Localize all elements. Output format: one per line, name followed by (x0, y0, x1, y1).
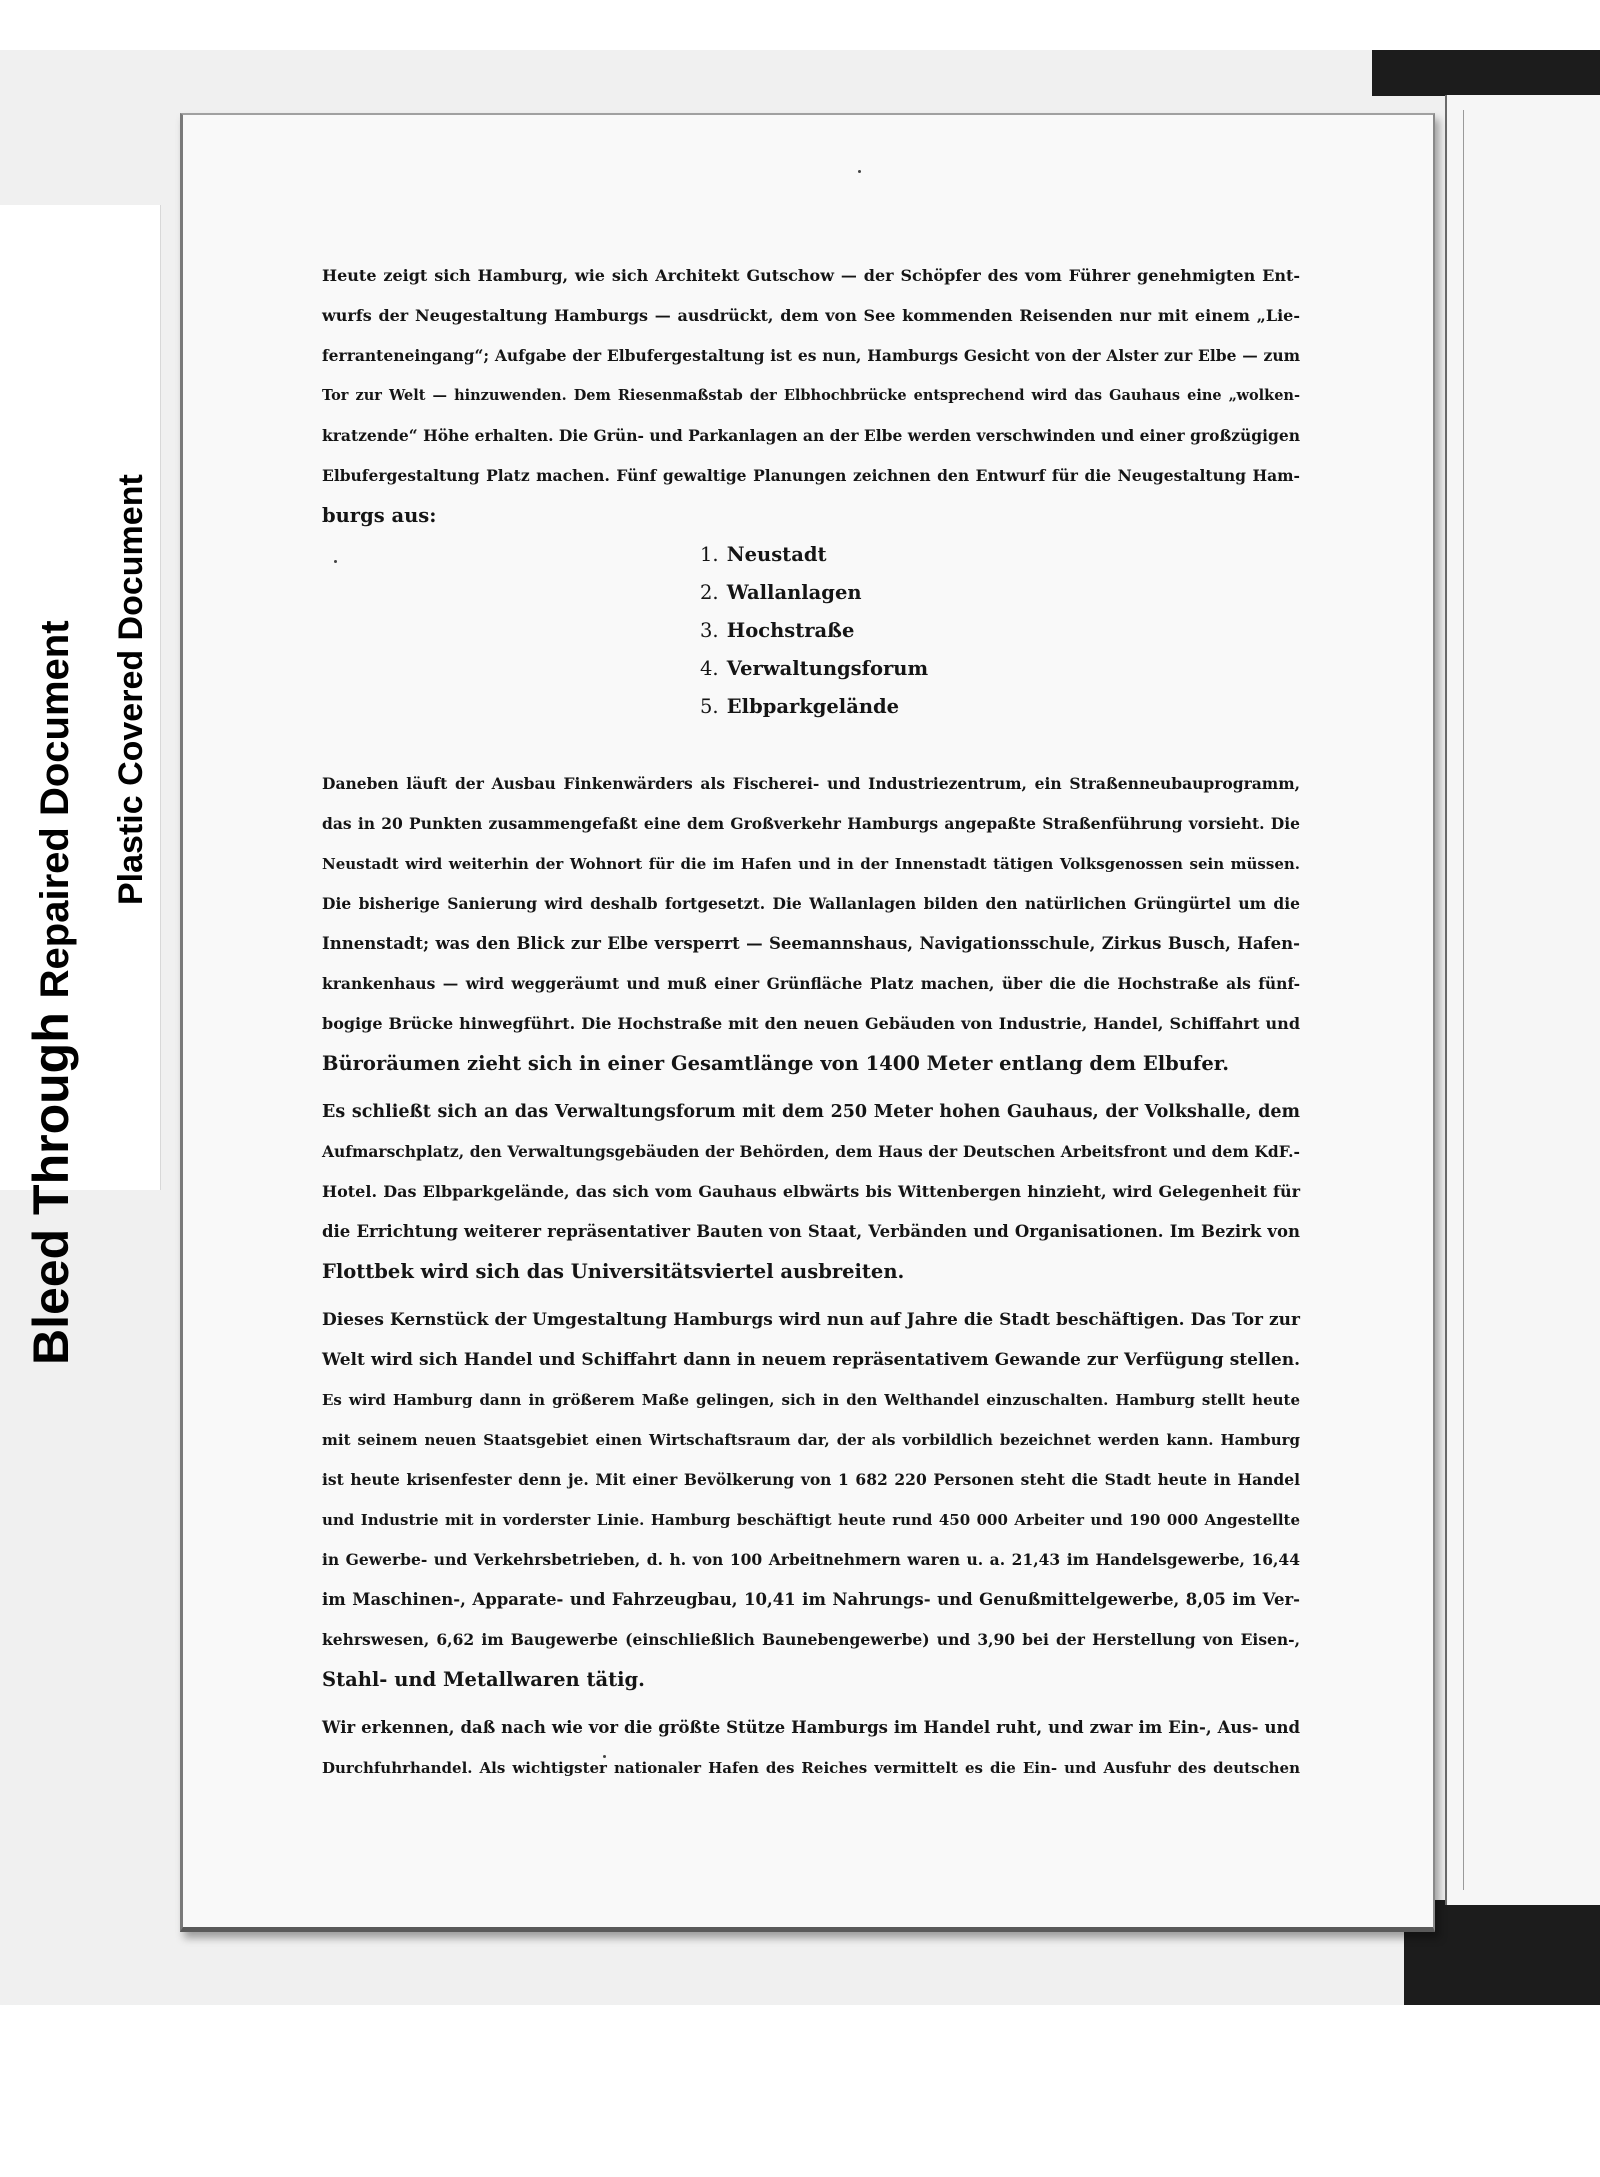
text-line: kehrswesen, 6,62 im Baugewerbe (einschließlich Baunebengewerbe) und 3,90 bei der Herstellung von Eisen-, (322, 1630, 1300, 1649)
paragraph-4 (322, 1300, 1300, 1700)
text-line: krankenhaus — wird weggeräumt und muß einer Grünfläche Platz machen, über die die Hochstraße als fünf- (322, 974, 1300, 993)
label-repaired-document: Repaired Document (33, 620, 77, 999)
text-line: Hotel. Das Elbparkgelände, das sich vom Gauhaus elbwärts bis Wittenbergen hinzieht, wird Gelegenheit für (322, 1182, 1300, 1201)
text-line: Wir erkennen, daß nach wie vor die größte Stütze Hamburgs im Handel ruht, und zwar im Ein-, Aus- und (322, 1718, 1300, 1737)
text-line: die Errichtung weiterer repräsentativer Bauten von Staat, Verbänden und Organisationen. Im Bezirk von (322, 1222, 1300, 1241)
list-item (700, 536, 1300, 574)
text-line: Dieses Kernstück der Umgestaltung Hamburgs wird nun auf Jahre die Stadt beschäftigen. Das Tor zur (322, 1310, 1300, 1330)
text-line: Stahl- und Metallwaren tätig. (322, 1668, 645, 1691)
text-line: Innenstadt; was den Blick zur Elbe versperrt — Seemannshaus, Navigationsschule, Zirkus Busch, Hafen- (322, 934, 1300, 953)
text-line: Welt wird sich Handel und Schiffahrt dann in neuem repräsentativem Gewande zur Verfügung stellen. (322, 1350, 1300, 1370)
list-number: 1. (700, 543, 719, 566)
text-line: Neustadt wird weiterhin der Wohnort für die im Hafen und in der Innenstadt tätigen Volksgenossen sein müssen. (322, 855, 1300, 873)
text-line: burgs aus: (322, 504, 437, 527)
text-line: Flottbek wird sich das Universitätsviertel ausbreiten. (322, 1260, 905, 1283)
list-item (700, 688, 1300, 726)
text-line: mit seinem neuen Staatsgebiet einen Wirtschaftsraum dar, der als vorbildlich bezeichnet werden kann. Hamburg (322, 1431, 1300, 1449)
text-line: Büroräumen zieht sich in einer Gesamtlänge von 1400 Meter entlang dem Elbufer. (322, 1052, 1229, 1075)
text-line: das in 20 Punkten zusammengefaßt eine dem Großverkehr Hamburgs angepaßte Straßenführung vorsieht. Die (322, 814, 1300, 833)
text-line: Heute zeigt sich Hamburg, wie sich Architekt Gutschow — der Schöpfer des vom Führer genehmigten Ent- (322, 266, 1300, 285)
text-line: Die bisherige Sanierung wird deshalb fortgesetzt. Die Wallanlagen bilden den natürlichen Grüngürtel um die (322, 894, 1300, 913)
list-number: 5. (700, 695, 719, 718)
plan-list (322, 536, 1300, 726)
adjacent-page (1445, 95, 1600, 1905)
label-bleed-through-repaired (22, 620, 80, 1365)
adjacent-page-edge (1463, 110, 1464, 1890)
list-item (700, 574, 1300, 612)
list-label: Hochstraße (726, 619, 855, 642)
text-line: Tor zur Welt — hinzuwenden. Dem Riesenmaßstab der Elbhochbrücke entsprechend wird das Gauhaus eine „wolken- (322, 387, 1300, 404)
list-item (700, 650, 1300, 688)
speck (858, 170, 861, 173)
label-plastic-covered: Plastic Covered Document (112, 474, 150, 905)
list-item (700, 612, 1300, 650)
text-line: in Gewerbe- und Verkehrsbetrieben, d. h. von 100 Arbeitnehmern waren u. a. 21,43 im Handelsgewerbe, 16,44 (322, 1550, 1300, 1569)
list-number: 3. (700, 619, 719, 642)
paragraph-2 (322, 764, 1300, 1084)
list-label: Verwaltungsforum (726, 657, 929, 680)
text-line: Elbufergestaltung Platz machen. Fünf gewaltige Planungen zeichnen den Entwurf für die Neugestaltung Ham- (322, 466, 1300, 485)
text-line: Durchfuhrhandel. Als wichtigster nationaler Hafen des Reiches vermittelt es die Ein- und Ausfuhr des deutschen (322, 1759, 1300, 1777)
list-label: Neustadt (726, 543, 827, 566)
text-line: im Maschinen-, Apparate- und Fahrzeugbau, 10,41 im Nahrungs- und Genußmittelgewerbe, 8,05 im Ver- (322, 1590, 1300, 1609)
paragraph-1 (322, 256, 1300, 536)
text-line: Es schließt sich an das Verwaltungsforum mit dem 250 Meter hohen Gauhaus, der Volkshalle, dem (322, 1102, 1300, 1122)
text-line: Aufmarschplatz, den Verwaltungsgebäuden der Behörden, dem Haus der Deutschen Arbeitsfront und dem KdF.- (322, 1142, 1300, 1161)
page-text (322, 256, 1300, 1788)
text-line: wurfs der Neugestaltung Hamburgs — ausdrückt, dem von See kommenden Reisenden nur mit einem „Lie- (322, 306, 1300, 325)
text-line: ferranteneingang“; Aufgabe der Elbufergestaltung ist es nun, Hamburgs Gesicht von der Alster zur Elbe — zum (322, 346, 1300, 365)
list-label: Wallanlagen (726, 581, 862, 604)
label-strip (0, 205, 161, 1365)
text-line: kratzende“ Höhe erhalten. Die Grün- und Parkanlagen an der Elbe werden verschwinden und einer großzügigen (322, 426, 1300, 445)
text-line: bogige Brücke hinwegführt. Die Hochstraße mit den neuen Gebäuden von Industrie, Handel, Schiffahrt und (322, 1014, 1300, 1033)
text-line: ist heute krisenfester denn je. Mit einer Bevölkerung von 1 682 220 Personen steht die Stadt heute in Handel (322, 1470, 1300, 1489)
paragraph-5 (322, 1708, 1300, 1788)
list-label: Elbparkgelände (726, 695, 900, 718)
label-bleed-through: Bleed Through (23, 1012, 79, 1365)
text-line: und Industrie mit in vorderster Linie. Hamburg beschäftigt heute rund 450 000 Arbeiter und 190 000 Angestellte (322, 1511, 1300, 1529)
list-number: 2. (700, 581, 719, 604)
paragraph-3 (322, 1092, 1300, 1292)
scan-black-block-top (1372, 50, 1600, 96)
text-line: Es wird Hamburg dann in größerem Maße gelingen, sich in den Welthandel einzuschalten. Hamburg stellt heute (322, 1391, 1300, 1409)
text-line: Daneben läuft der Ausbau Finkenwärders als Fischerei- und Industriezentrum, ein Straßenneubauprogramm, (322, 774, 1300, 793)
list-number: 4. (700, 657, 719, 680)
